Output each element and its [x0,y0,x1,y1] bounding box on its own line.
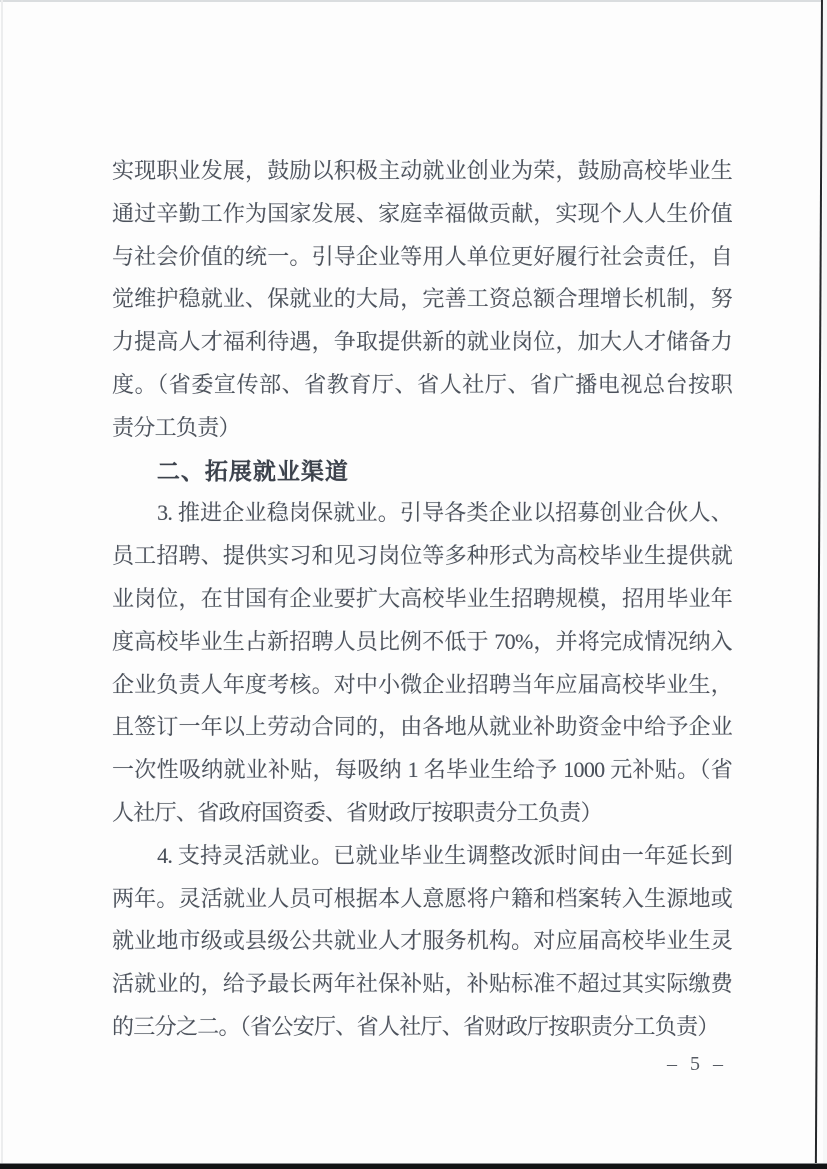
paragraph-item-3 [112,492,732,834]
text-line: 3. 推进企业稳岗保就业。引导各类企业以招募创业合伙人、 [157,500,732,526]
scan-margin-right [823,0,827,1169]
text-line: 一次性吸纳就业补贴，每吸纳 1 名毕业生给予 1000 元补贴。（省 [112,757,732,783]
text-line: 员工招聘、提供实习和见习岗位等多种形式为高校毕业生提供就 [112,543,732,569]
text-line: 通过辛勤工作为国家发展、家庭幸福做贡献，实现个人人生价值 [112,200,732,226]
text-line: 活就业的，给予最长两年社保补贴，补贴标准不超过其实际缴费 [112,971,732,997]
text-line: 且签订一年以上劳动合同的，由各地从就业补助资金中给予企业 [112,714,732,740]
text-line: 责分工负责） [112,414,240,440]
paragraph-continuation [112,150,732,450]
scan-edge-top [0,0,827,2]
paragraph-item-4 [112,835,732,1049]
scan-edge-right [815,0,823,1169]
scan-edge-bottom [0,1163,827,1169]
text-line: 觉维护稳就业、保就业的大局，完善工资总额合理增长机制，努 [112,286,732,312]
section-heading: 二、拓展就业渠道 [156,457,349,484]
text-line: 度高校毕业生占新招聘人员比例不低于 70%，并将完成情况纳入 [112,628,732,654]
page-number: – 5 – [667,1053,727,1075]
document-body [112,150,732,1049]
scan-edge-left [1,0,3,1169]
text-line: 实现职业发展，鼓励以积极主动就业创业为荣，鼓励高校毕业生 [112,158,732,183]
text-line: 两年。灵活就业人员可根据本人意愿将户籍和档案转入生源地或 [112,885,732,911]
text-line: 4. 支持灵活就业。已就业毕业生调整改派时间由一年延长到 [157,842,732,868]
text-line: 业岗位，在甘国有企业要扩大高校毕业生招聘规模，招用毕业年 [112,585,732,611]
text-line: 与社会价值的统一。引导企业等用人单位更好履行社会责任，自 [112,243,732,269]
text-line: 就业地市级或县级公共就业人才服务机构。对应届高校毕业生灵 [112,928,732,954]
text-line: 度。（省委宣传部、省教育厅、省人社厅、省广播电视总台按职 [112,371,732,397]
text-line: 企业负责人年度考核。对中小微企业招聘当年应届高校毕业生， [112,671,732,697]
text-line: 的三分之二。（省公安厅、省人社厅、省财政厅按职责分工负责） [112,1013,719,1039]
text-line: 人社厅、省政府国资委、省财政厅按职责分工负责） [112,799,602,825]
text-line: 力提高人才福利待遇，争取提供新的就业岗位，加大人才储备力 [112,329,732,355]
